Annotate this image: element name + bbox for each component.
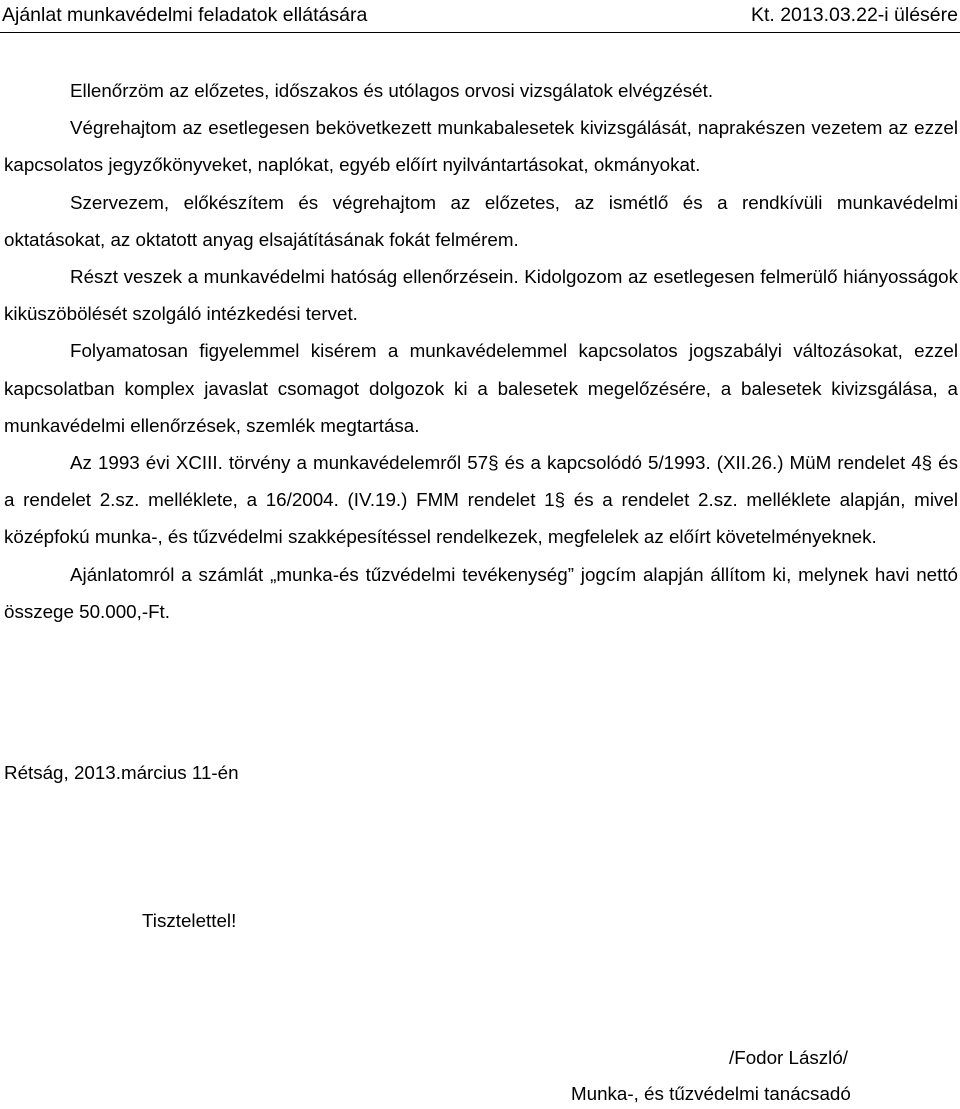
paragraph-authority-inspections: Részt veszek a munkavédelmi hatóság ellenőrzésein. Kidolgozom az esetlegesen felmerülő hiányosságok kiküszöbölését szolgáló intézkedési tervet. <box>4 266 958 325</box>
paragraph-legal-monitoring: Folyamatosan figyelemmel kisérem a munkavédelemmel kapcsolatos jogszabályi változásokat, ezzel kapcsolatban komplex javaslat csomagot dolgozok ki a balesetek megelőzésére, a balesetek kivizsgálása, a munkavédelmi ellenőrzések, szemlék megtartása. <box>4 340 958 436</box>
paragraph-accident-investigation: Végrehajtom az esetlegesen bekövetkezett munkabalesetek kivizsgálását, naprakészen vezetem az ezzel kapcsolatos jegyzőkönyveket, naplókat, egyéb előírt nyilvántartásokat, okmányokat. <box>4 117 958 176</box>
signature-name: /Fodor László/ <box>729 1047 849 1068</box>
closing-greeting: Tisztelettel! <box>142 910 237 931</box>
paragraph-safety-training: Szervezem, előkészítem és végrehajtom az előzetes, az ismétlő és a rendkívüli munkavédelmi oktatásokat, az oktatott anyag elsajátításának fokát felmérem. <box>4 191 958 250</box>
meeting-reference: Kt. 2013.03.22-i ülésére <box>750 4 958 26</box>
document-header <box>0 0 960 33</box>
document-body <box>4 72 958 630</box>
paragraph-medical-checks: Ellenőrzöm az előzetes, időszakos és utólagos orvosi vizsgálatok elvégzését. <box>70 80 714 101</box>
place-and-date: Rétság, 2013.március 11-én <box>4 762 239 783</box>
paragraph-qualifications: Az 1993 évi XCIII. törvény a munkavédelemről 57§ és a kapcsolódó 5/1993. (XII.26.) MüM rendelet 4§ és a rendelet 2.sz. melléklete, a 16/2004. (IV.19.) FMM rendelet 1§ és a rendelet 2.sz. melléklete alapján, mivel középfokú munka-, és tűzvédelmi szakképesítéssel rendelkezek, megfelelek az előírt követelményeknek. <box>4 452 958 548</box>
paragraph-invoice: Ajánlatomról a számlát „munka-és tűzvédelmi tevékenység” jogcím alapján állítom ki, melynek havi nettó összege 50.000,-Ft. <box>4 563 958 622</box>
document-title: Ajánlat munkavédelmi feladatok ellátására <box>2 4 368 26</box>
signature-title: Munka-, és tűzvédelmi tanácsadó <box>571 1083 851 1104</box>
